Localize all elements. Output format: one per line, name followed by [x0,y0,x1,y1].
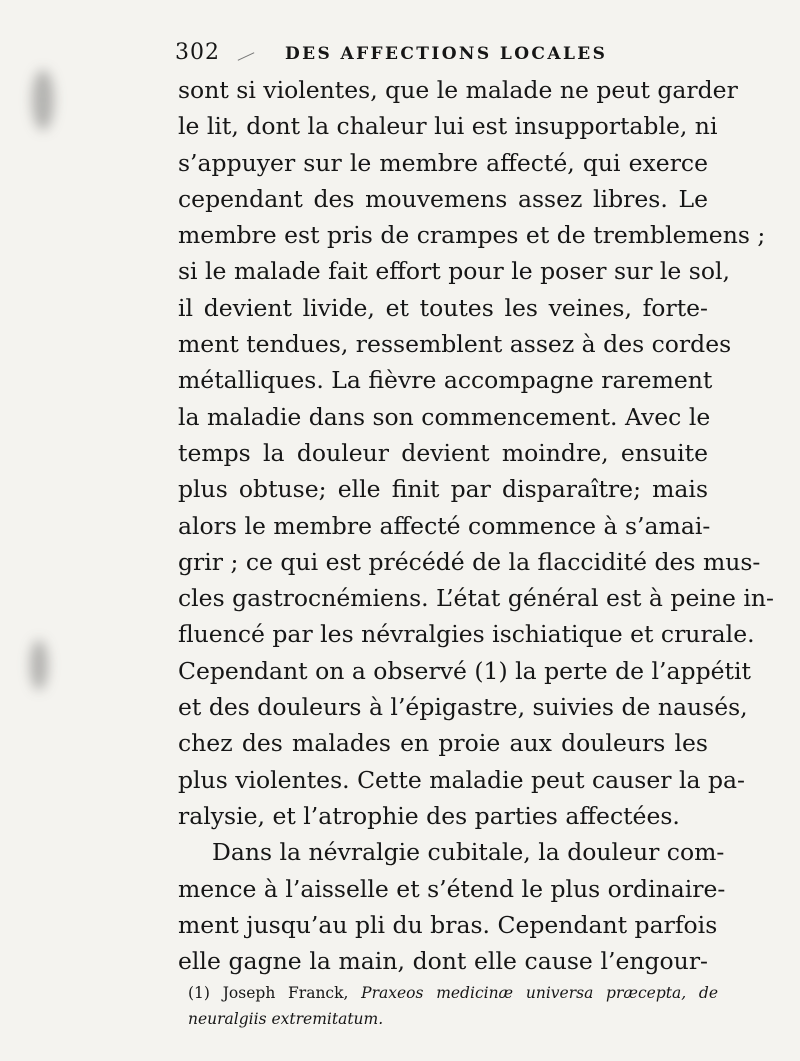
text-line: il devient livide, et toutes les veines, forte- [178,293,708,322]
text-line: cles gastrocnémiens. L’état général est à peine in- [178,584,774,613]
text-line: chez des malades en proie aux douleurs les [178,729,708,758]
footnote-title: Praxeos medicinæ universa præcepta, [361,984,687,1002]
text-line: membre est pris de crampes et de tremblemens ; [178,221,766,250]
text-line: grir ; ce qui est précédé de la flaccidité des mus- [178,547,761,576]
footnote-marker: (1) [188,984,210,1002]
text-line: fluencé par les névralgies ischiatique et crurale. [178,620,755,649]
page-header [175,40,715,74]
text-line: Cependant on a observé (1) la perte de l’appétit [178,656,751,685]
footnote-tail: de [698,984,718,1002]
text-line: alors le membre affecté commence à s’amai- [178,511,711,540]
page-smudge [32,70,54,130]
header-dash [238,52,255,61]
text-line: sont si violentes, que le malade ne peut garder [178,76,738,104]
footnote-author: Joseph Franck, [222,984,349,1002]
text-line: temps la douleur devient moindre, ensuite [178,438,708,467]
page-smudge [30,640,48,690]
body-text [178,72,774,979]
paragraph-end-line: ralysie, et l’atrophie des parties affectées. [178,801,680,830]
text-line: métalliques. La fièvre accompagne rarement [178,366,713,395]
footnote-line-1 [188,980,718,1006]
text-line: ment jusqu’au pli du bras. Cependant parfois [178,910,718,939]
footnote-line-2: neuralgiis extremitatum. [188,1010,384,1028]
text-line: plus violentes. Cette maladie peut causer la pa- [178,765,745,794]
page-number: 302 [175,40,220,65]
text-line: elle gagne la main, dont elle cause l’engour- [178,947,708,976]
text-line: plus obtuse; elle finit par disparaître; mais [178,475,708,504]
paragraph-start-line: Dans la névralgie cubitale, la douleur com- [212,838,725,867]
text-line: mence à l’aisselle et s’étend le plus ordinaire- [178,874,726,903]
text-line: cependant des mouvemens assez libres. Le [178,184,708,213]
text-line: la maladie dans son commencement. Avec le [178,402,711,431]
text-line: le lit, dont la chaleur lui est insupportable, ni [178,112,718,141]
footnote [188,980,718,1032]
text-line: si le malade fait effort pour le poser sur le sol, [178,257,730,286]
text-line: s’appuyer sur le membre affecté, qui exerce [178,148,708,177]
text-line: ment tendues, ressemblent assez à des cordes [178,330,732,359]
text-line: et des douleurs à l’épigastre, suivies de nausés, [178,693,748,722]
running-head: DES AFFECTIONS LOCALES [285,44,608,64]
